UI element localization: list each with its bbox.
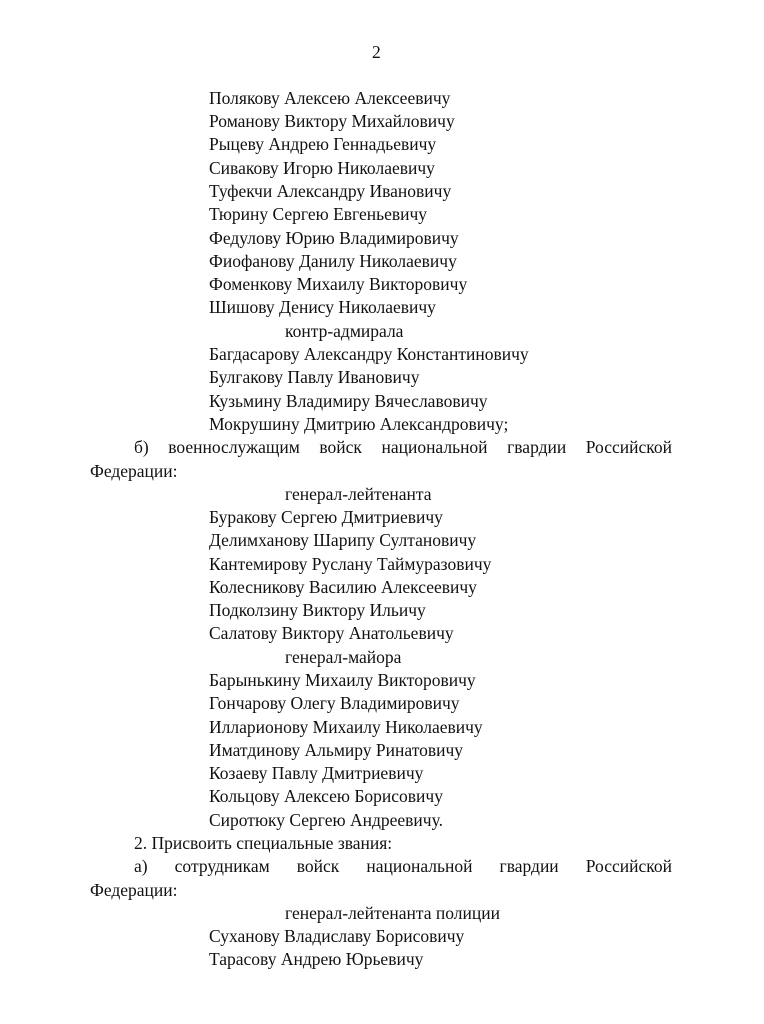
list-item: Кольцову Алексею Борисовичу xyxy=(209,786,443,806)
list-item: Кузьмину Владимиру Вячеславовичу xyxy=(209,391,488,411)
section-b-heading: б) военнослужащим войск национальной гвардии Российской xyxy=(134,437,672,457)
list-item: Буракову Сергею Дмитриевичу xyxy=(209,507,443,527)
rank-heading-lieutenant-general: генерал-лейтенанта xyxy=(285,484,432,504)
rank-heading-police-lieutenant-general: генерал-лейтенанта полиции xyxy=(285,903,500,923)
list-item: Шишову Денису Николаевичу xyxy=(209,297,436,317)
list-item: Колесникову Василию Алексеевичу xyxy=(209,577,477,597)
list-item: Кантемирову Руслану Таймуразовичу xyxy=(209,554,492,574)
list-item: Федулову Юрию Владимировичу xyxy=(209,228,459,248)
list-item: Романову Виктору Михайловичу xyxy=(209,111,455,131)
page-number: 2 xyxy=(372,42,381,62)
list-item: Мокрушину Дмитрию Александровичу; xyxy=(209,414,509,434)
list-item: Сиротюку Сергею Андреевичу. xyxy=(209,810,443,830)
list-item: Туфекчи Александру Ивановичу xyxy=(209,181,452,201)
section-b-heading-continuation: Федерации: xyxy=(90,461,178,481)
section-a-heading: а) сотрудникам войск национальной гвардии Российской xyxy=(134,856,672,876)
list-item: Суханову Владиславу Борисовичу xyxy=(209,926,465,946)
list-item: Делимханову Шарипу Султановичу xyxy=(209,530,477,550)
list-item: Салатову Виктору Анатольевичу xyxy=(209,623,454,643)
list-item: Тюрину Сергею Евгеньевичу xyxy=(209,204,428,224)
list-item: Фиофанову Данилу Николаевичу xyxy=(209,251,457,271)
rank-heading-rear-admiral: контр-адмирала xyxy=(285,321,404,341)
list-item: Барынькину Михаилу Викторовичу xyxy=(209,670,476,690)
list-item: Фоменкову Михаилу Викторовичу xyxy=(209,274,468,294)
list-item: Иматдинову Альмиру Ринатовичу xyxy=(209,740,464,760)
list-item: Гончарову Олегу Владимировичу xyxy=(209,693,460,713)
list-item: Козаеву Павлу Дмитриевичу xyxy=(209,763,424,783)
list-item: Подколзину Виктору Ильичу xyxy=(209,600,426,620)
rank-heading-major-general: генерал-майора xyxy=(285,647,402,667)
list-item: Сивакову Игорю Николаевичу xyxy=(209,158,435,178)
list-item: Тарасову Андрею Юрьевичу xyxy=(209,949,424,969)
list-item: Рыцеву Андрею Геннадьевичу xyxy=(209,134,437,154)
list-item: Илларионову Михаилу Николаевичу xyxy=(209,717,483,737)
item-2-heading: 2. Присвоить специальные звания: xyxy=(134,833,393,853)
list-item: Багдасарову Александру Константиновичу xyxy=(209,344,529,364)
section-a-heading-continuation: Федерации: xyxy=(90,880,178,900)
list-item: Полякову Алексею Алексеевичу xyxy=(209,88,451,108)
list-item: Булгакову Павлу Ивановичу xyxy=(209,367,420,387)
